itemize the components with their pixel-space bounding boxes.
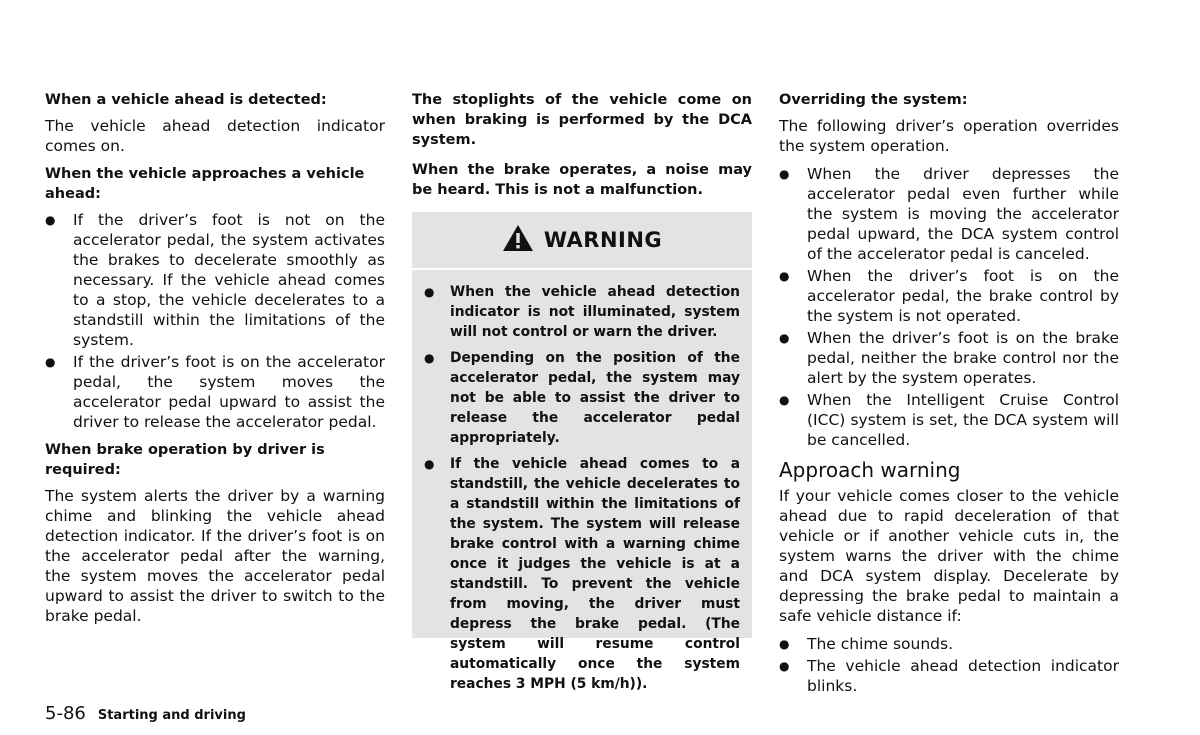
list-item-text: Depending on the position of the accelerator pedal, the system may not be able to assist the driver to release the accelerator pedal appropriately. [450,350,740,446]
paragraph-noise: When the brake operates, a noise may be heard. This is not a malfunction. [412,162,752,198]
list-item [779,634,1119,654]
list-item [779,164,1119,264]
warning-list [412,270,752,694]
list-item-text: When the Intelligent Cruise Control (ICC) system is set, the DCA system will be cancelled. [807,391,1119,449]
bullet-list-overrides [779,164,1119,450]
column-left [45,90,385,634]
list-item-text: When the driver depresses the accelerator pedal even further while the system is moving the accelerator pedal upward, the DCA system control of the accelerator pedal is canceled. [807,165,1119,263]
warning-title: WARNING [543,228,663,252]
list-item-text: When the driver’s foot is on the brake pedal, neither the brake control nor the alert by the system operates. [807,329,1119,387]
warning-box [412,212,752,692]
warning-header [412,212,752,270]
list-item [422,282,740,342]
page-number: 5-86 [45,703,86,724]
heading-vehicle-detected: When a vehicle ahead is detected: [45,92,327,108]
list-item [779,328,1119,388]
list-item-text: If the driver’s foot is not on the accelerator pedal, the system activates the brakes to decelerate smoothly as necessary. If the vehicle ahead comes to a stop, the vehicle decelerates to a standstill within the limitations of the system. [73,211,385,349]
bullet-dot-icon: ● [779,269,790,283]
paragraph-overrides: The following driver’s operation overrides the system operation. [779,117,1119,155]
bullet-dot-icon: ● [45,355,56,369]
list-item-text: The chime sounds. [807,635,954,653]
list-item-text: When the driver’s foot is on the accelerator pedal, the brake control by the system is not operated. [807,267,1119,325]
paragraph-alert: The system alerts the driver by a warning chime and blinking the vehicle ahead detection indicator. If the driver’s foot is on the accelerator pedal after the warning, the system moves the accelerator pedal upward to assist the driver to switch to the brake pedal. [45,487,385,625]
warning-triangle-icon [502,224,534,256]
list-item [422,348,740,448]
heading-brake-required: When brake operation by driver is required: [45,442,325,478]
bullet-list-approach-conditions [779,634,1119,696]
bullet-dot-icon: ● [424,285,435,299]
bullet-dot-icon: ● [779,393,790,407]
list-item [45,210,385,350]
bullet-dot-icon: ● [779,331,790,345]
paragraph-stoplights: The stoplights of the vehicle come on when braking is performed by the DCA system. [412,92,752,148]
list-item-text: If the driver’s foot is on the accelerator pedal, the system moves the accelerator pedal upward to assist the driver to release the accelerator pedal. [73,353,385,431]
paragraph-indicator: The vehicle ahead detection indicator comes on. [45,117,385,155]
section-title-approach-warning: Approach warning [779,458,961,482]
list-item-text: The vehicle ahead detection indicator blinks. [807,657,1119,695]
page-footer [45,703,246,724]
list-item [779,266,1119,326]
column-right [779,90,1119,704]
bullet-dot-icon: ● [779,637,790,651]
footer-section-title: Starting and driving [97,708,246,723]
list-item [45,352,385,432]
paragraph-approach: If your vehicle comes closer to the vehicle ahead due to rapid deceleration of that vehicle or if another vehicle cuts in, the system warns the driver with the chime and DCA system display. Decelerate by depressing the brake pedal to maintain a safe vehicle distance if: [779,487,1119,625]
heading-overriding: Overriding the system: [779,92,968,108]
list-item [779,656,1119,696]
bullet-dot-icon: ● [779,167,790,181]
list-item [779,390,1119,450]
list-item-text: When the vehicle ahead detection indicator is not illuminated, system will not control or warn the driver. [450,284,740,340]
list-item-text: If the vehicle ahead comes to a standstill, the vehicle decelerates to a standstill within the limitations of the system. The system will release brake control with a warning chime once it judges the vehicle is at a standstill. To prevent the vehicle from moving, the driver must depress the brake pedal. (The system will resume control automatically once the system reaches 3 MPH (5 km/h)). [450,456,740,692]
list-item [422,454,740,694]
heading-vehicle-approaches: When the vehicle approaches a vehicle ahead: [45,166,365,202]
bullet-dot-icon: ● [424,457,435,471]
column-middle [412,90,752,692]
bullet-dot-icon: ● [779,659,790,673]
bullet-dot-icon: ● [45,213,56,227]
bullet-list-approach [45,210,385,432]
bullet-dot-icon: ● [424,351,435,365]
